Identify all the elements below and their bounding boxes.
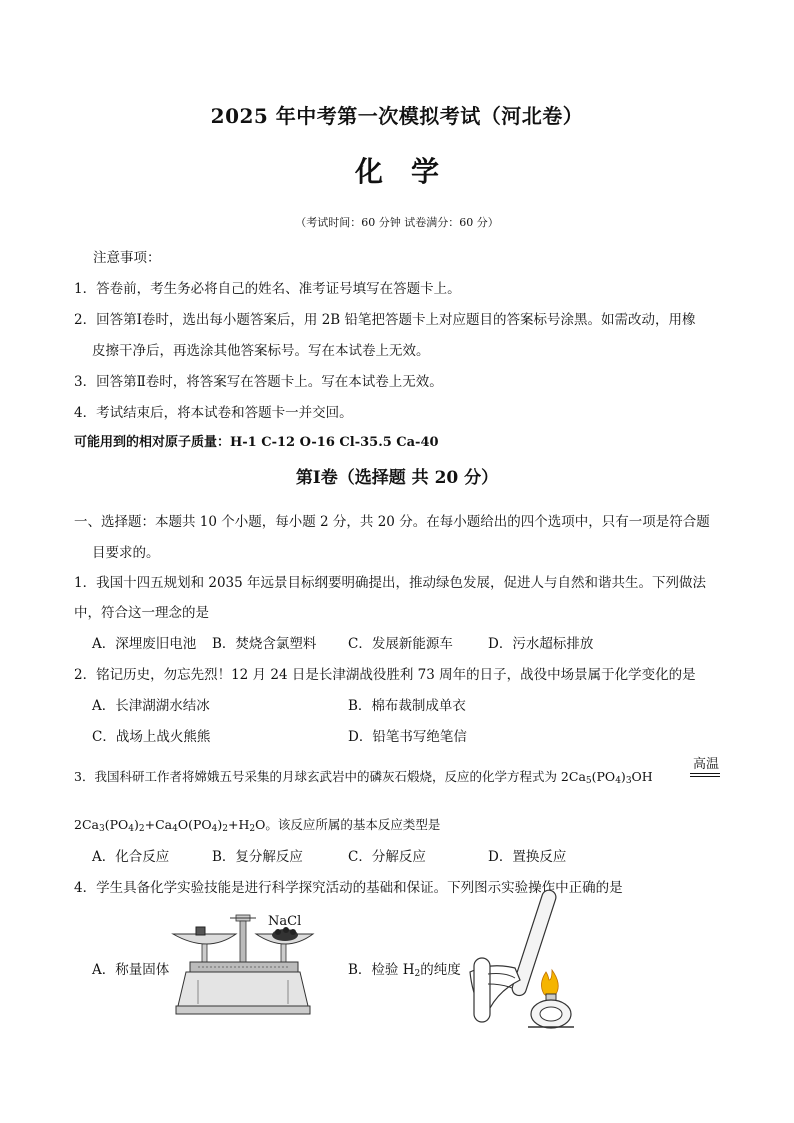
- question-stem: 1．我国十四五规划和 2035 年远景目标纲要明确提出，推动绿色发展，促进人与自然和谐共生。下列做法: [74, 575, 707, 591]
- subscript: 4: [172, 824, 178, 834]
- option-a: A．称量固体: [92, 962, 170, 978]
- subscript: 3: [98, 824, 105, 834]
- subscript: 2: [249, 824, 256, 834]
- option-c: C．战场上战火熊熊: [92, 729, 211, 745]
- option-a: A．化合反应: [92, 849, 170, 865]
- section-instruction: 目要求的。: [92, 545, 160, 561]
- formula-part: ): [620, 769, 626, 784]
- option-c: C．分解反应: [348, 849, 426, 865]
- equation-line: [690, 776, 720, 777]
- subscript: 2: [138, 824, 145, 834]
- subscript: 2: [414, 969, 421, 979]
- formula-part: ): [217, 817, 223, 832]
- formula-part: (PO: [591, 769, 616, 784]
- exam-title: 2025 年中考第一次模拟考试（河北卷）: [210, 104, 584, 128]
- nacl-label: NaCl: [268, 914, 302, 929]
- formula-part: OH: [631, 769, 653, 784]
- equation-line: [690, 773, 720, 774]
- note-item: 3．回答第Ⅱ卷时，将答案写在答题卡上。写在本试卷上无效。: [74, 374, 443, 390]
- subject-title: 化学: [354, 155, 467, 188]
- option-c: C．发展新能源车: [348, 636, 453, 652]
- note-item: 1．答卷前，考生务必将自己的姓名、准考证号填写在答题卡上。: [74, 281, 461, 297]
- stem-text: 3．我国科研工作者将嫦娥五号采集的月球玄武岩中的磷灰石煅烧，反应的化学方程式为 2Ca: [74, 769, 586, 784]
- formula-part: ): [134, 817, 139, 832]
- subscript: 4: [128, 824, 134, 834]
- option-a: A．长津湖湖水结冰: [92, 698, 210, 714]
- option-b: B．焚烧含氯塑料: [212, 636, 317, 652]
- question-stem: [74, 767, 653, 785]
- subscript: 4: [211, 824, 218, 834]
- subscript: 4: [615, 776, 621, 786]
- formula-part: (PO: [104, 817, 129, 832]
- question-stem: 2．铭记历史，勿忘先烈！12 月 24 日是长津湖战役胜利 73 周年的日子，战役中场景属于化学变化的是: [74, 667, 696, 683]
- option-a: A．深埋废旧电池: [92, 636, 197, 652]
- subscript: 3: [625, 776, 632, 786]
- formula-part: 2Ca: [74, 817, 99, 832]
- option-d: D．污水超标排放: [488, 636, 594, 652]
- question-stem: 4．学生具备化学实验技能是进行科学探究活动的基础和保证。下列图示实验操作中正确的是: [74, 880, 623, 896]
- stem-text: O。该反应所属的基本反应类型是: [255, 817, 441, 832]
- section-instruction: 一、选择题：本题共 10 个小题，每小题 2 分，共 20 分。在每小题给出的四个选项中，只有一项是符合题: [74, 514, 710, 530]
- note-item: 皮擦干净后，再选涂其他答案标号。写在本试卷上无效。: [92, 343, 430, 359]
- test-tube-flame-illustration: [460, 880, 590, 1030]
- question-stem: [74, 815, 440, 833]
- subscript: 2: [222, 824, 229, 834]
- reaction-condition: 高温: [692, 757, 719, 772]
- formula-part: +H: [228, 817, 250, 832]
- option-d: D．置换反应: [488, 849, 567, 865]
- atomic-masses: 可能用到的相对原子质量：H-1 C-12 O-16 Cl-35.5 Ca-40: [74, 435, 439, 450]
- option-b: B．棉布裁制成单衣: [348, 698, 466, 714]
- option-text: B．检验 H: [348, 962, 415, 978]
- question-stem: 中，符合这一理念的是: [74, 605, 209, 621]
- formula-part: +Ca: [144, 817, 173, 832]
- time-info: （考试时间：60 分钟 试卷满分：60 分）: [295, 216, 499, 229]
- note-item: 2．回答第Ⅰ卷时，选出每小题答案后，用 2B 铅笔把答题卡上对应题目的答案标号涂黑。如需改动，用橡: [74, 312, 696, 328]
- section-title: 第Ⅰ卷（选择题 共 20 分）: [295, 468, 499, 488]
- option-b: [348, 958, 461, 978]
- option-d: D．铅笔书写绝笔信: [348, 729, 467, 745]
- notes-heading: 注意事项：: [93, 250, 161, 266]
- option-b: B．复分解反应: [212, 849, 303, 865]
- option-text: 的纯度: [420, 962, 461, 978]
- subscript: 5: [585, 776, 592, 786]
- note-item: 4．考试结束后，将本试卷和答题卡一并交回。: [74, 405, 353, 421]
- formula-part: O(PO: [177, 817, 212, 832]
